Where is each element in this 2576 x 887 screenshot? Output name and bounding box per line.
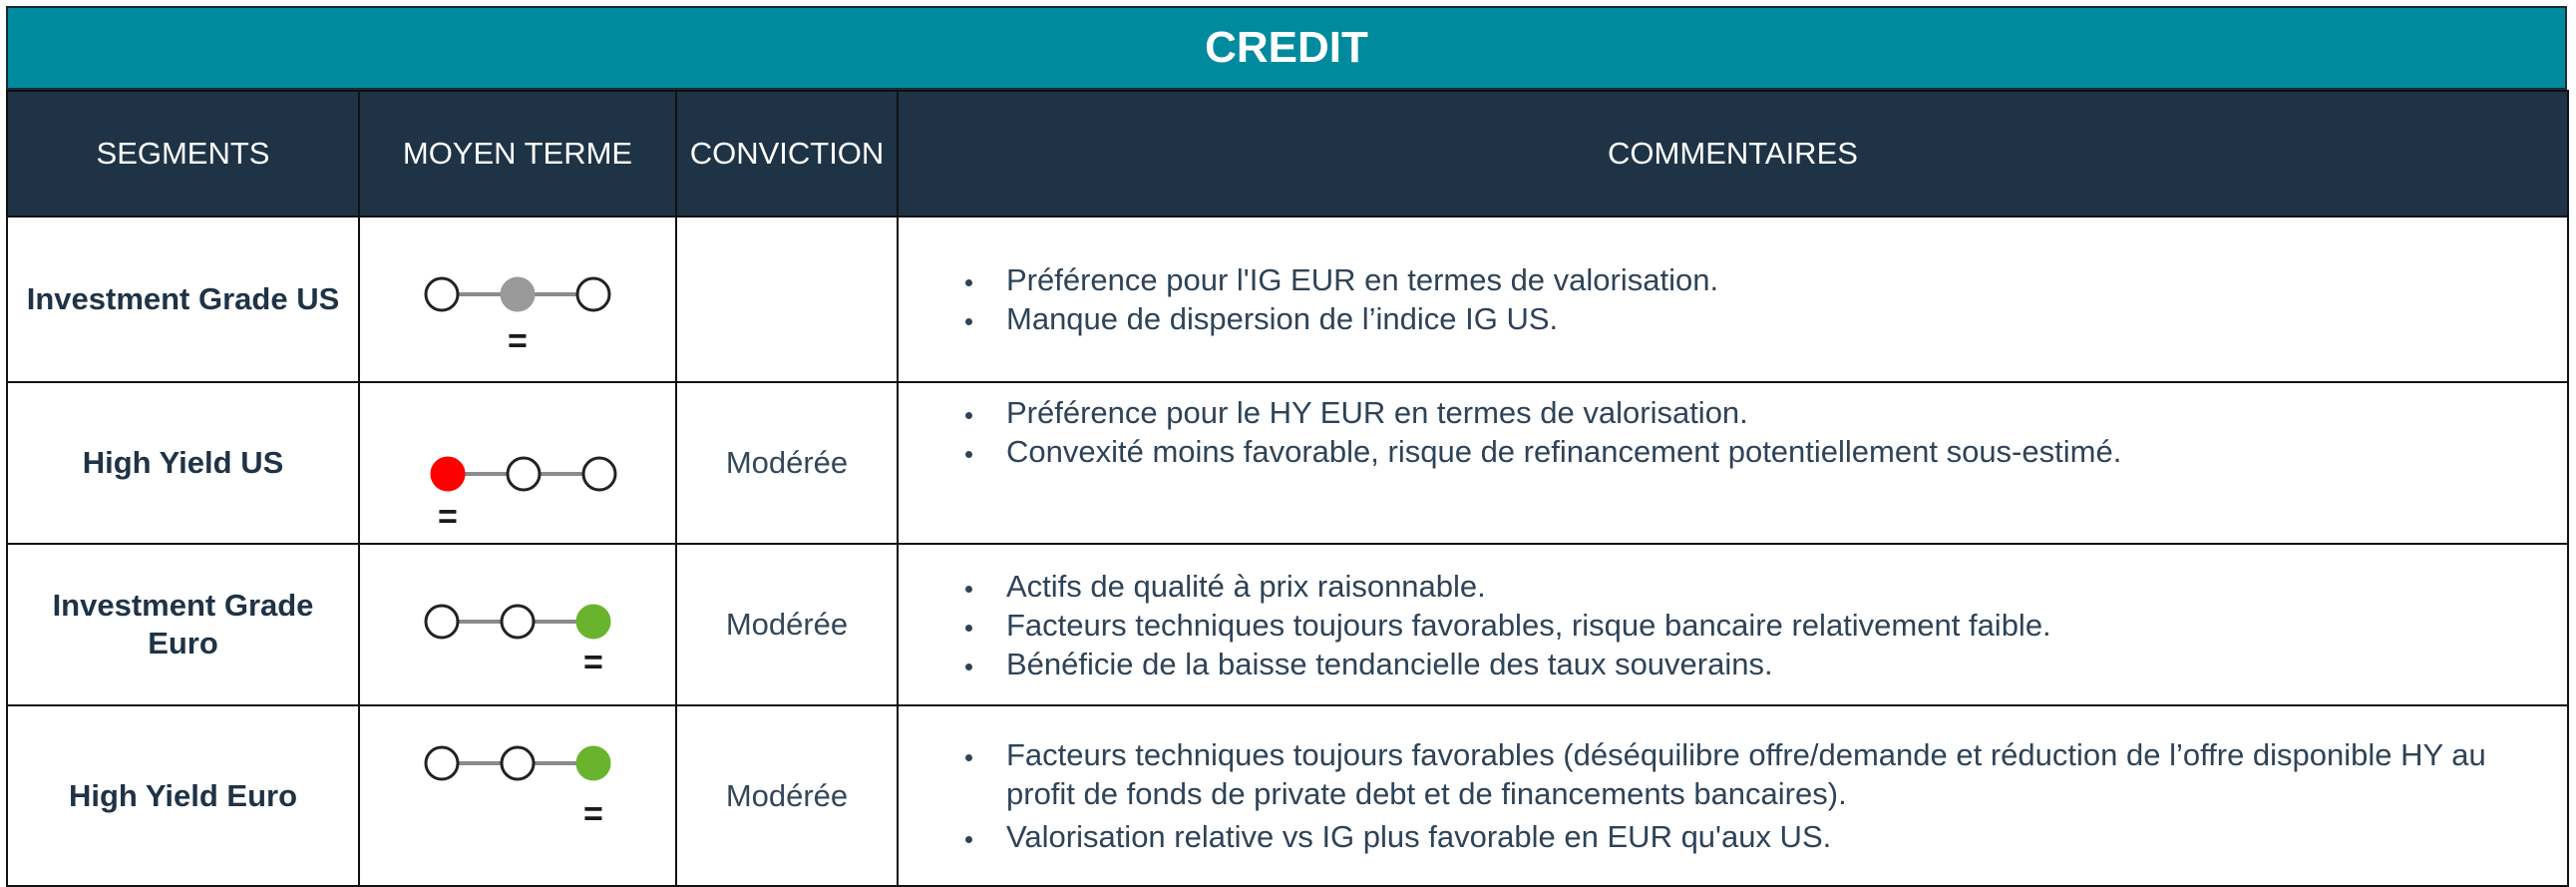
conviction-cell: Modérée [676,544,898,705]
moyen-terme-cell [359,382,676,544]
comment-item: • Bénéficie de la baisse tendancielle des taux souverains. [986,645,2567,683]
credit-table-panel [6,6,2567,887]
comments-list [917,393,2567,471]
scale-dot-3-active [577,747,609,779]
credit-table [6,90,2569,887]
scale-dot-3 [583,458,615,490]
comments-list [917,735,2559,856]
scale-dot-2 [502,747,534,779]
segment-cell: Investment Grade US [7,217,359,382]
comment-item: • Préférence pour le HY EUR en termes de valorisation. [986,393,2567,432]
comments-list [917,567,2567,683]
scale-dot-3 [577,278,609,310]
header-moyen-terme: MOYEN TERME [359,91,676,217]
comment-item: • Facteurs techniques toujours favorables (déséquilibre offre/demande et réduction de l’offre disponible HY au profit de fonds de private debt et de financements bancaires). [986,735,2559,813]
comments-cell [898,544,2568,705]
trend-indicator: = [508,322,528,360]
segment-cell: High Yield US [7,382,359,544]
scale-dot-1 [426,278,458,310]
comment-item: • Actifs de qualité à prix raisonnable. [986,567,2567,606]
segment-line: Investment Grade [52,588,314,623]
comments-list [917,260,2567,338]
scale-dot-2 [502,606,534,638]
scale-dot-1-active [432,458,464,490]
scale-dot-2 [508,458,540,490]
table-row [7,544,2568,705]
scale-dot-1 [426,606,458,638]
header-commentaires: COMMENTAIRES [898,91,2568,217]
scale-dot-2-active [502,278,534,310]
table-row [7,705,2568,886]
scale-dot-1 [426,747,458,779]
trend-indicator: = [583,795,603,833]
comments-cell [898,217,2568,382]
position-scale [360,707,677,884]
moyen-terme-cell [359,544,676,705]
comment-item: • Valorisation relative vs IG plus favorable en EUR qu'aux US. [986,817,2559,856]
segment-cell: High Yield Euro [7,705,359,886]
segment-line: Euro [148,626,218,661]
comment-item: • Facteurs techniques toujours favorables, risque bancaire relativement faible. [986,606,2567,645]
conviction-cell: Modérée [676,705,898,886]
comment-item: • Préférence pour l'IG EUR en termes de valorisation. [986,260,2567,299]
moyen-terme-cell [359,217,676,382]
position-scale [360,384,677,542]
moyen-terme-cell [359,705,676,886]
header-segments: SEGMENTS [7,91,359,217]
header-conviction: CONVICTION [676,91,898,217]
table-row [7,217,2568,382]
segment-cell [7,544,359,705]
comments-cell [898,382,2568,544]
table-row [7,382,2568,544]
table-title: CREDIT [6,6,2567,90]
conviction-cell [676,217,898,382]
position-scale [360,546,677,703]
conviction-cell: Modérée [676,382,898,544]
header-row [7,91,2568,217]
comment-item: • Manque de dispersion de l’indice IG US. [986,299,2567,338]
trend-indicator: = [583,644,603,681]
comments-cell [898,705,2568,886]
comment-item: • Convexité moins favorable, risque de refinancement potentiellement sous-estimé. [986,432,2567,471]
trend-indicator: = [438,498,458,536]
scale-dot-3-active [577,606,609,638]
